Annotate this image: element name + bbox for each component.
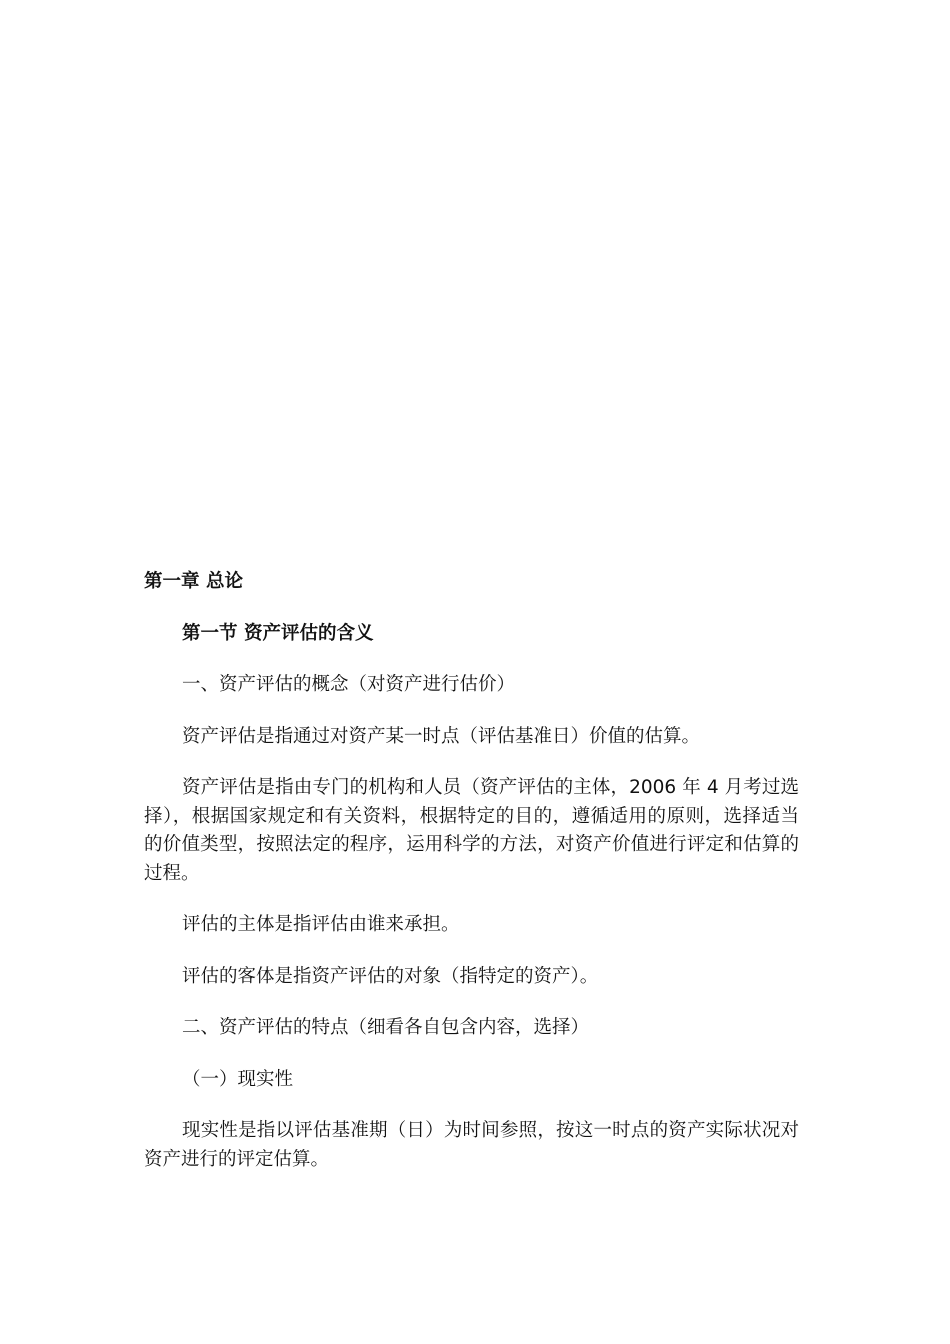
- paragraph-object: 评估的客体是指资产评估的对象（指特定的资产）。: [182, 965, 599, 987]
- paragraph-definition-short: 资产评估是指通过对资产某一时点（评估基准日）价值的估算。: [182, 725, 701, 747]
- document-body: [144, 568, 799, 1197]
- paragraph-reality: 现实性是指以评估基准期（日）为时间参照，按这一时点的资产实际状况对资产进行的评定估算。: [144, 1120, 799, 1170]
- heading-reality: （一）现实性: [182, 1068, 294, 1090]
- section-title: 第一节 资产评估的含义: [182, 622, 374, 644]
- heading-concept: 一、资产评估的概念（对资产进行估价）: [182, 674, 516, 695]
- paragraph-definition-full: 资产评估是指由专门的机构和人员（资产评估的主体，2006 年 4 月考过选择），根据国家规定和有关资料，根据特定的目的，遵循适用的原则，选择适当的价值类型，按照法定的程序，运用科学的方法，对资产价值进行评定和估算的过程。: [144, 777, 799, 884]
- chapter-title: 第一章 总论: [144, 571, 243, 592]
- heading-features: 二、资产评估的特点（细看各自包含内容，选择）: [182, 1017, 590, 1038]
- paragraph-subject: 评估的主体是指评估由谁来承担。: [182, 914, 460, 935]
